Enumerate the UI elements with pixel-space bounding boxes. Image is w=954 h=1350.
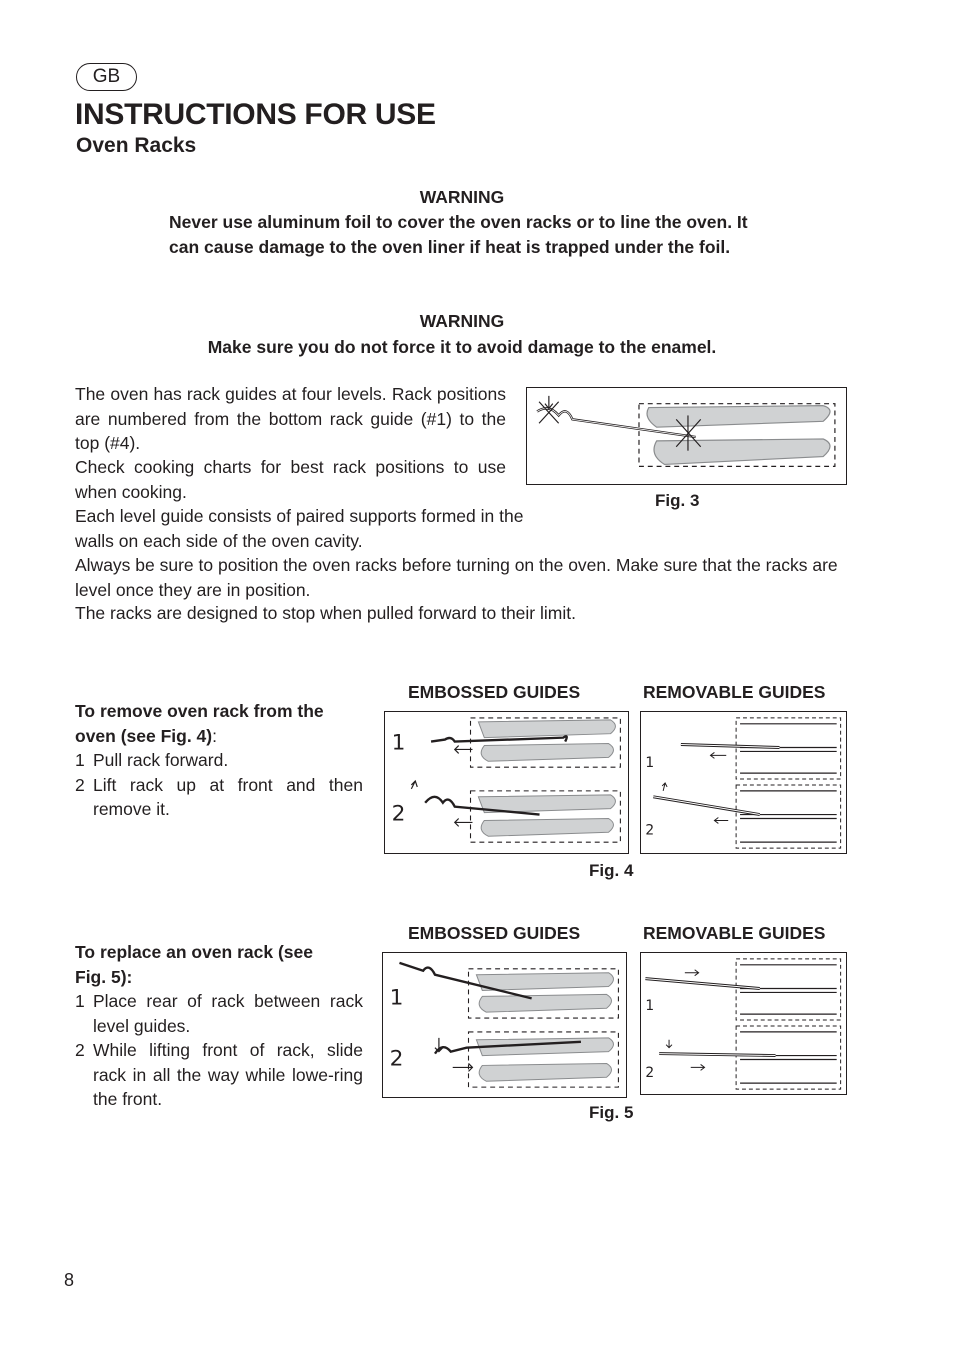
replace-rack-instructions: [75, 940, 363, 1112]
intro-paragraph: Always be sure to position the oven racks before turning on the oven. Make sure that the racks are level once they are in position.: [75, 555, 838, 600]
step-mark: 2: [645, 822, 655, 839]
remove-rack-heading: To remove oven rack from the oven (see Fig. 4):: [75, 701, 324, 746]
figure-5-embossed-guides: [382, 952, 627, 1098]
warning-text: Never use aluminum foil to cover the oven racks or to line the oven. It can cause damage to the oven liner if heat is trapped under the foil.: [169, 212, 748, 257]
figure-4-embossed-guides: [384, 711, 629, 854]
step-mark: 2: [391, 801, 406, 827]
language-badge: GB: [76, 63, 137, 91]
page-number: 8: [64, 1270, 75, 1290]
embossed-guides-label: EMBOSSED GUIDES: [408, 923, 581, 943]
section-title: Oven Racks: [76, 134, 197, 157]
figure-caption: Fig. 4: [589, 861, 634, 880]
warning-heading: WARNING: [419, 311, 505, 331]
list-item: 2 Lift rack up at front and then remove it.: [75, 774, 363, 819]
removable-guides-label: REMOVABLE GUIDES: [643, 923, 826, 943]
intro-paragraph: Each level guide consists of paired supports formed in the walls on each side of the oven cavity.: [75, 506, 524, 551]
remove-rack-instructions: [75, 699, 363, 822]
list-item: 1 Place rear of rack between rack level guides.: [75, 991, 363, 1036]
step-mark: 1: [645, 998, 655, 1015]
warning-text: Make sure you do not force it to avoid damage to the enamel.: [207, 337, 717, 357]
removable-guides-label: REMOVABLE GUIDES: [643, 682, 826, 702]
figure-4-removable-guides: [640, 711, 847, 854]
step-mark: 1: [391, 730, 406, 756]
step-mark: 2: [645, 1065, 655, 1082]
step-mark: 1: [389, 985, 404, 1011]
figure-caption: Fig. 3: [655, 491, 700, 510]
list-item: 1 Pull rack forward.: [75, 750, 229, 770]
figure-5-removable-guides: [640, 952, 847, 1095]
step-mark: 1: [645, 755, 655, 772]
embossed-guides-label: EMBOSSED GUIDES: [408, 682, 581, 702]
intro-paragraph: Check cooking charts for best rack positions to use when cooking.: [75, 457, 506, 502]
intro-paragraph: The racks are designed to stop when pulled forward to their limit.: [75, 603, 576, 623]
page-title: INSTRUCTIONS FOR USE: [75, 98, 436, 131]
step-mark: 2: [389, 1046, 404, 1072]
replace-rack-heading: To replace an oven rack (see Fig. 5):: [75, 942, 313, 987]
intro-paragraph: The oven has rack guides at four levels. Rack positions are numbered from the bottom rack guide (#1) to the top (#4).: [75, 384, 506, 453]
figure-3-rack-diagram: [526, 387, 847, 485]
figure-caption: Fig. 5: [589, 1103, 634, 1122]
warning-heading: WARNING: [419, 187, 505, 207]
list-item: 2 While lifting front of rack, slide rack in all the way while lowe-ring the front.: [75, 1040, 363, 1109]
